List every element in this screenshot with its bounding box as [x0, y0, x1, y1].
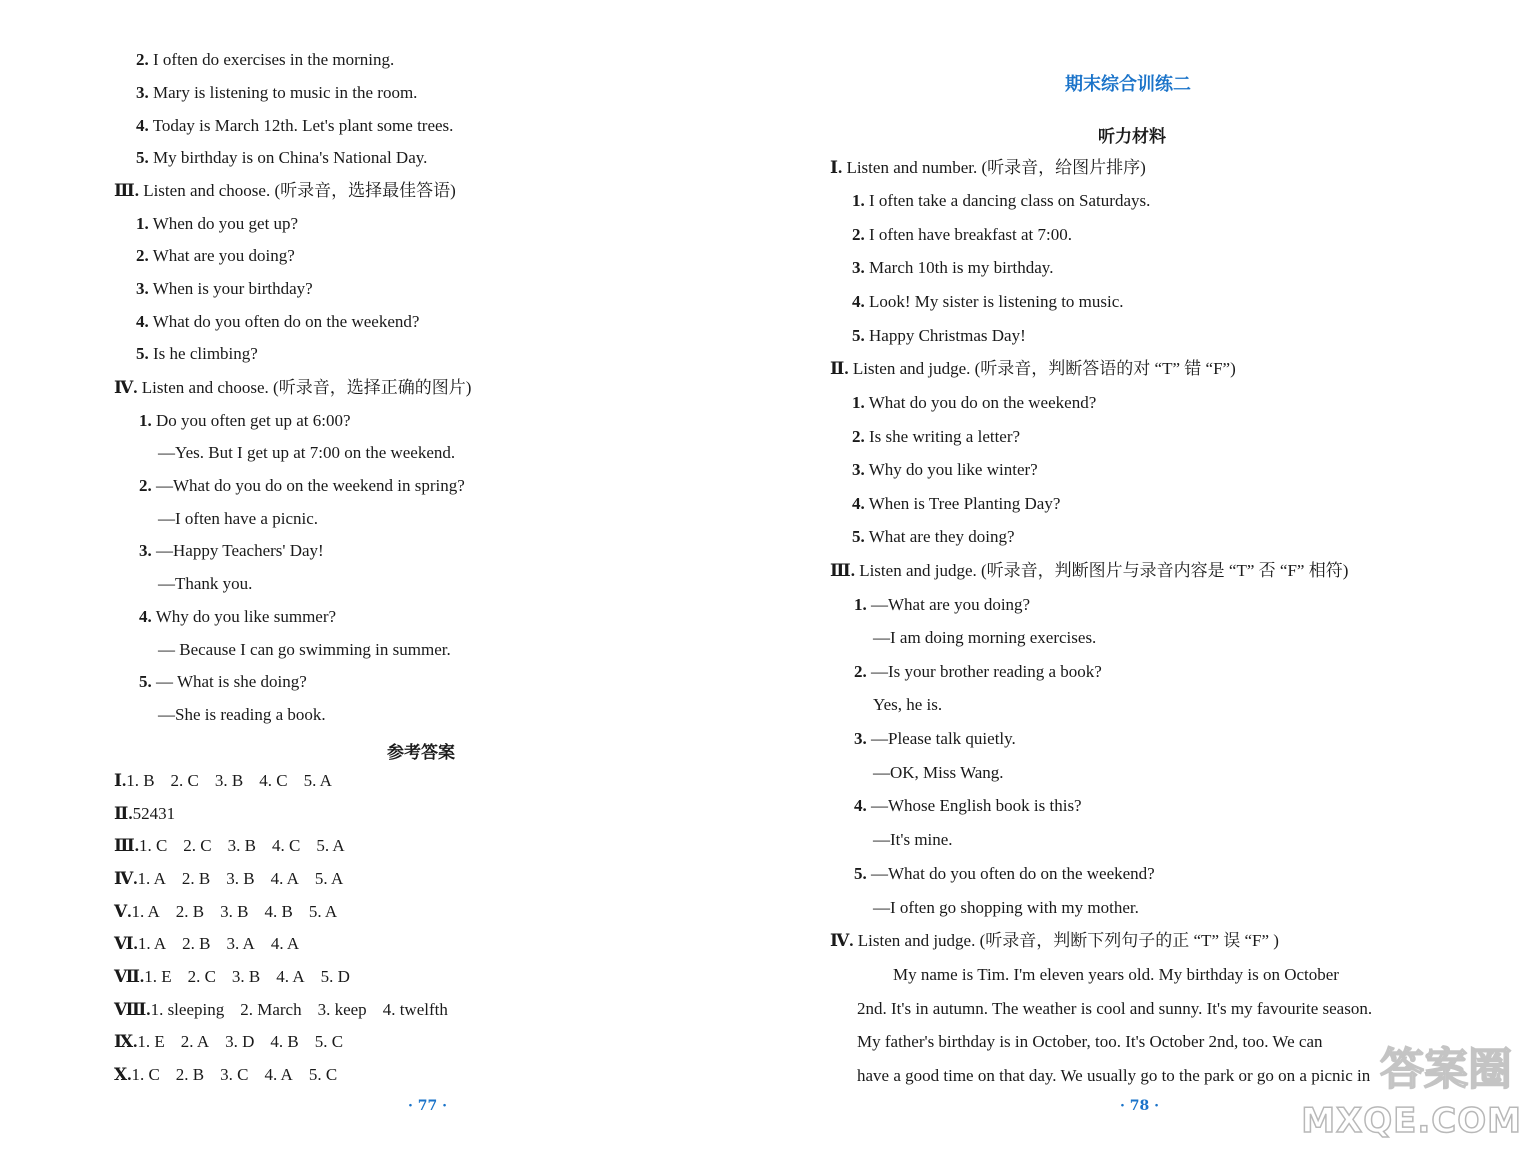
page-number: · 77 ·	[408, 1098, 447, 1114]
listening-line: 5. Happy Christmas Day!	[852, 326, 1026, 345]
question-line: 2. What are you doing?	[136, 246, 295, 265]
answer-row: Ⅷ.1. sleeping 2. March 3. keep 4. twelfth	[114, 1000, 448, 1019]
dialogue-line: —She is reading a book.	[158, 705, 326, 724]
dialogue-line: 1. Do you often get up at 6:00?	[139, 411, 351, 430]
listening-line: 2. I often do exercises in the morning.	[136, 50, 395, 69]
section-heading: Ⅱ. Listen and judge. (听录音，判断答语的对 “T” 错 “F”)	[830, 359, 1236, 378]
listening-line: 4. Today is March 12th. Let's plant some trees.	[136, 116, 454, 135]
answer-row: Ⅵ.1. A 2. B 3. A 4. A	[114, 934, 300, 953]
answer-row: Ⅲ.1. C 2. C 3. B 4. C 5. A	[114, 836, 345, 855]
dialogue-line: —I am doing morning exercises.	[873, 628, 1097, 647]
answers-heading: 参考答案	[387, 743, 455, 763]
answer-row: Ⅱ.52431	[114, 804, 176, 823]
listening-line: 4. Look! My sister is listening to music.	[852, 292, 1124, 311]
question-line: 4. What do you often do on the weekend?	[136, 312, 420, 331]
dialogue-line: —OK, Miss Wang.	[873, 763, 1004, 782]
listening-line: 3. March 10th is my birthday.	[852, 258, 1054, 277]
listening-line: 3. Mary is listening to music in the room.	[136, 83, 418, 102]
section-heading: Ⅲ. Listen and judge. (听录音，判断图片与录音内容是 “T” 否 “F” 相符)	[830, 561, 1349, 580]
dialogue-line: —I often have a picnic.	[158, 509, 319, 528]
question-line: 5. What are they doing?	[852, 527, 1015, 546]
dialogue-line: 2. —Is your brother reading a book?	[854, 662, 1102, 681]
dialogue-line: —Thank you.	[158, 574, 253, 593]
dialogue-line: 1. —What are you doing?	[854, 595, 1031, 614]
dialogue-line: 5. — What is she doing?	[139, 672, 307, 691]
question-line: 1. When do you get up?	[136, 214, 299, 233]
answer-row: Ⅳ.1. A 2. B 3. B 4. A 5. A	[114, 869, 344, 888]
watermark-text: MXQE.COM	[1301, 1101, 1522, 1141]
passage-line: My name is Tim. I'm eleven years old. My birthday is on October	[893, 965, 1339, 984]
watermark-logo: 答案圈	[1380, 1044, 1512, 1095]
answer-row: Ⅸ.1. E 2. A 3. D 4. B 5. C	[114, 1032, 344, 1051]
dialogue-line: —It's mine.	[873, 830, 953, 849]
section-heading: Ⅳ. Listen and judge. (听录音，判断下列句子的正 “T” 误 “F” )	[830, 931, 1279, 950]
dialogue-line: 2. —What do you do on the weekend in spring?	[139, 476, 465, 495]
right-page	[768, 0, 1536, 1149]
question-line: 2. Is she writing a letter?	[852, 427, 1021, 446]
passage-line: My father's birthday is in October, too. It's October 2nd, too. We can	[857, 1032, 1323, 1051]
answer-row: Ⅹ.1. C 2. B 3. C 4. A 5. C	[114, 1065, 338, 1084]
passage-line: have a good time on that day. We usually go to the park or go on a picnic in	[857, 1066, 1371, 1085]
dialogue-line: 4. Why do you like summer?	[139, 607, 337, 626]
question-line: 3. Why do you like winter?	[852, 460, 1038, 479]
question-line: 3. When is your birthday?	[136, 279, 313, 298]
listening-line: 1. I often take a dancing class on Saturdays.	[852, 191, 1151, 210]
page-number: · 78 ·	[1120, 1098, 1159, 1114]
dialogue-line: —I often go shopping with my mother.	[873, 898, 1139, 917]
answer-row: Ⅴ.1. A 2. B 3. B 4. B 5. A	[114, 902, 338, 921]
dialogue-line: 5. —What do you often do on the weekend?	[854, 864, 1155, 883]
passage-line: 2nd. It's in autumn. The weather is cool and sunny. It's my favourite season.	[857, 999, 1373, 1018]
question-line: 1. What do you do on the weekend?	[852, 393, 1097, 412]
page-title: 期末综合训练二	[1065, 74, 1191, 95]
dialogue-line: Yes, he is.	[873, 695, 943, 714]
question-line: 5. Is he climbing?	[136, 344, 258, 363]
dialogue-line: 4. —Whose English book is this?	[854, 796, 1082, 815]
question-line: 4. When is Tree Planting Day?	[852, 494, 1061, 513]
section-heading: Ⅳ. Listen and choose. (听录音，选择正确的图片)	[114, 378, 472, 397]
site-watermark	[1301, 1023, 1530, 1143]
dialogue-line: 3. —Please talk quietly.	[854, 729, 1016, 748]
section-heading: Ⅰ. Listen and number. (听录音，给图片排序)	[830, 158, 1146, 177]
answer-row: Ⅶ.1. E 2. C 3. B 4. A 5. D	[114, 967, 350, 986]
section-heading: Ⅲ. Listen and choose. (听录音，选择最佳答语)	[114, 181, 456, 200]
listening-heading: 听力材料	[1098, 127, 1166, 147]
listening-line: 5. My birthday is on China's National Day.	[136, 148, 428, 167]
dialogue-line: —Yes. But I get up at 7:00 on the weekend.	[158, 443, 456, 462]
dialogue-line: — Because I can go swimming in summer.	[158, 640, 451, 659]
listening-line: 2. I often have breakfast at 7:00.	[852, 225, 1072, 244]
dialogue-line: 3. —Happy Teachers' Day!	[139, 541, 324, 560]
answer-row: Ⅰ.1. B 2. C 3. B 4. C 5. A	[114, 771, 332, 790]
